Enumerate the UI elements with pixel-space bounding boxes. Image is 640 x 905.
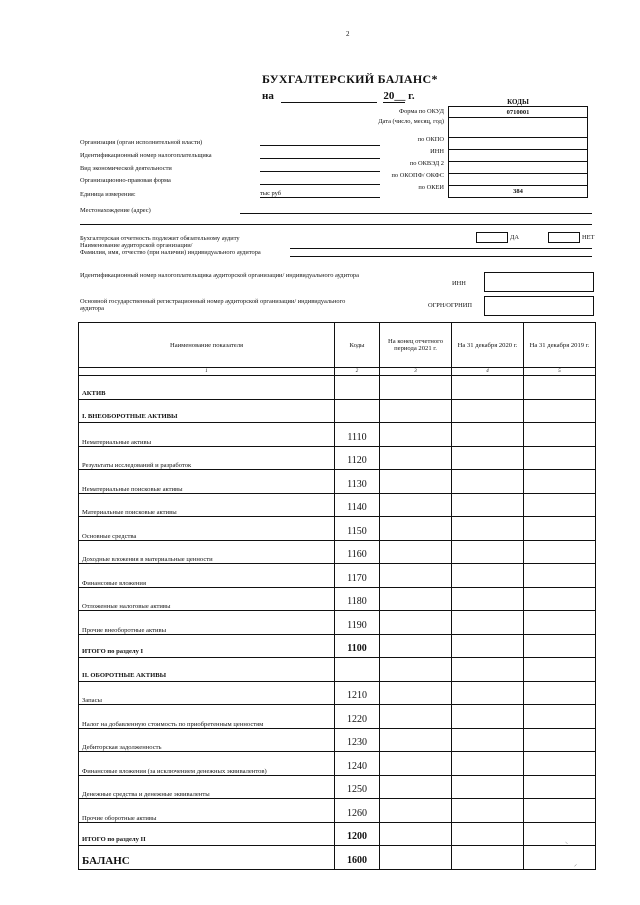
code-label-okei: по ОКЕИ bbox=[418, 184, 444, 191]
row-value-cell[interactable] bbox=[452, 705, 524, 729]
row-value-cell[interactable] bbox=[380, 611, 452, 635]
audit-no-label: НЕТ bbox=[582, 234, 595, 241]
row-name: Нематериальные поисковые активы bbox=[79, 470, 335, 494]
col-header-name: Наименование показателя bbox=[79, 323, 335, 368]
table-row bbox=[79, 752, 596, 776]
row-code: 1190 bbox=[335, 611, 380, 635]
row-value-cell[interactable] bbox=[380, 470, 452, 494]
row-value-cell[interactable] bbox=[524, 564, 596, 588]
row-value-cell[interactable] bbox=[524, 846, 596, 870]
row-value-cell[interactable] bbox=[380, 399, 452, 423]
row-code: 1240 bbox=[335, 752, 380, 776]
row-name: Материальные поисковые активы bbox=[79, 493, 335, 517]
row-value-cell[interactable] bbox=[524, 775, 596, 799]
table-row bbox=[79, 728, 596, 752]
row-name: Результаты исследований и разработок bbox=[79, 446, 335, 470]
col-number: 1 bbox=[79, 368, 335, 376]
col-number: 4 bbox=[452, 368, 524, 376]
row-value-cell[interactable] bbox=[524, 681, 596, 705]
col-number: 5 bbox=[524, 368, 596, 376]
row-name: Дебиторская задолженность bbox=[79, 728, 335, 752]
row-name: I. ВНЕОБОРОТНЫЕ АКТИВЫ bbox=[79, 399, 335, 423]
code-date[interactable] bbox=[448, 118, 588, 138]
row-name: АКТИВ bbox=[79, 376, 335, 400]
table-row bbox=[79, 681, 596, 705]
row-value-cell[interactable] bbox=[452, 446, 524, 470]
row-value-cell[interactable] bbox=[524, 611, 596, 635]
table-row bbox=[79, 540, 596, 564]
row-code: 1130 bbox=[335, 470, 380, 494]
row-value-cell[interactable] bbox=[452, 846, 524, 870]
table-row bbox=[79, 705, 596, 729]
row-value-cell[interactable] bbox=[452, 470, 524, 494]
row-code: 1160 bbox=[335, 540, 380, 564]
row-value-cell[interactable] bbox=[452, 587, 524, 611]
row-code: 1110 bbox=[335, 423, 380, 447]
row-value-cell[interactable] bbox=[524, 728, 596, 752]
table-row bbox=[79, 822, 596, 846]
col-number: 2 bbox=[335, 368, 380, 376]
row-value-cell[interactable] bbox=[452, 822, 524, 846]
date-year: 20__ bbox=[383, 90, 406, 102]
row-name: Прочие оборотные активы bbox=[79, 799, 335, 823]
date-suffix: г. bbox=[408, 90, 415, 102]
row-value-cell[interactable] bbox=[380, 564, 452, 588]
audit-org-label: Наименование аудиторской организации/ bbox=[80, 242, 193, 249]
col-header-code: Коды bbox=[335, 323, 380, 368]
table-body bbox=[79, 376, 596, 870]
row-value-cell[interactable] bbox=[380, 775, 452, 799]
code-label-date: Дата (число, месяц, год) bbox=[378, 118, 444, 125]
row-name: Доходные вложения в материальные ценности bbox=[79, 540, 335, 564]
row-code: 1200 bbox=[335, 822, 380, 846]
row-value-cell[interactable] bbox=[380, 705, 452, 729]
row-value-cell[interactable] bbox=[380, 423, 452, 447]
page-number: 2 bbox=[346, 30, 350, 38]
date-blank[interactable] bbox=[281, 92, 377, 103]
balance-table bbox=[78, 322, 596, 870]
org-label-inn: Идентификационный номер налогоплательщика bbox=[80, 152, 212, 159]
row-code: 1180 bbox=[335, 587, 380, 611]
row-value-cell[interactable] bbox=[380, 540, 452, 564]
row-code: 1600 bbox=[335, 846, 380, 870]
location-label: Местонахождение (адрес) bbox=[80, 207, 151, 214]
row-name: Денежные средства и денежные эквиваленты bbox=[79, 775, 335, 799]
row-name: Прочие внеоборотные активы bbox=[79, 611, 335, 635]
row-code: 1250 bbox=[335, 775, 380, 799]
row-value-cell[interactable] bbox=[524, 658, 596, 682]
date-line bbox=[262, 90, 415, 103]
document-title: БУХГАЛТЕРСКИЙ БАЛАНС* bbox=[262, 72, 438, 86]
table-row bbox=[79, 564, 596, 588]
code-label-okved: по ОКВЭД 2 bbox=[409, 160, 444, 167]
auditor-name-label: Фамилия, имя, отчество (при наличии) индивидуального аудитора bbox=[80, 249, 261, 256]
org-field-line[interactable] bbox=[260, 145, 380, 146]
org-field-line[interactable] bbox=[260, 171, 380, 172]
row-value-cell[interactable] bbox=[380, 658, 452, 682]
code-okpo[interactable] bbox=[448, 138, 588, 150]
code-inn[interactable] bbox=[448, 150, 588, 162]
audit-yes-checkbox[interactable] bbox=[476, 232, 508, 243]
table-row bbox=[79, 399, 596, 423]
row-code: 1220 bbox=[335, 705, 380, 729]
row-value-cell[interactable] bbox=[380, 517, 452, 541]
code-okud[interactable]: 0710001 bbox=[448, 106, 588, 118]
audit-yes-label: ДА bbox=[510, 234, 519, 241]
row-value-cell[interactable] bbox=[452, 752, 524, 776]
row-code bbox=[335, 399, 380, 423]
table-row bbox=[79, 611, 596, 635]
org-field-line[interactable] bbox=[260, 158, 380, 159]
table-row bbox=[79, 634, 596, 658]
location-line-2 bbox=[80, 224, 592, 225]
auditor-inn-input[interactable] bbox=[484, 272, 594, 292]
auditor-inn-label: Идентификационный номер налогоплательщика аудиторской организации/ индивидуального аудитора bbox=[80, 272, 359, 279]
row-value-cell[interactable] bbox=[524, 470, 596, 494]
auditor-ogrn-label: Основной государственный регистрационный номер аудиторской организации/ индивидуального аудитора bbox=[80, 298, 346, 312]
row-value-cell[interactable] bbox=[452, 376, 524, 400]
row-value-cell[interactable] bbox=[524, 423, 596, 447]
code-label-okpo: по ОКПО bbox=[417, 136, 444, 143]
code-label-inn: ИНН bbox=[430, 148, 444, 155]
table-row bbox=[79, 493, 596, 517]
row-value-cell[interactable] bbox=[524, 752, 596, 776]
row-value-cell[interactable] bbox=[452, 681, 524, 705]
row-name: II. ОБОРОТНЫЕ АКТИВЫ bbox=[79, 658, 335, 682]
row-value-cell[interactable] bbox=[452, 493, 524, 517]
row-code bbox=[335, 658, 380, 682]
table-row bbox=[79, 799, 596, 823]
row-name: Налог на добавленную стоимость по приобретенным ценностям bbox=[79, 705, 335, 729]
row-code: 1120 bbox=[335, 446, 380, 470]
row-value-cell[interactable] bbox=[524, 799, 596, 823]
row-value-cell[interactable] bbox=[524, 822, 596, 846]
table-row bbox=[79, 846, 596, 870]
audit-org-line[interactable] bbox=[290, 248, 592, 249]
row-value-cell[interactable] bbox=[452, 564, 524, 588]
row-code: 1260 bbox=[335, 799, 380, 823]
table-row bbox=[79, 658, 596, 682]
row-value-cell[interactable] bbox=[524, 634, 596, 658]
row-value-cell[interactable] bbox=[452, 611, 524, 635]
row-value-cell[interactable] bbox=[380, 728, 452, 752]
org-field-line[interactable] bbox=[260, 184, 380, 185]
table-row bbox=[79, 446, 596, 470]
unit-value: тыс руб bbox=[260, 190, 380, 198]
audit-required-label: Бухгалтерская отчетность подлежит обязательному аудиту bbox=[80, 235, 240, 242]
code-label-okopf: по ОКОПФ/ ОКФС bbox=[391, 172, 444, 179]
table-header-row bbox=[79, 323, 596, 368]
row-value-cell[interactable] bbox=[380, 587, 452, 611]
row-value-cell[interactable] bbox=[380, 799, 452, 823]
row-value-cell[interactable] bbox=[452, 728, 524, 752]
scan-mark: ⸝ bbox=[574, 862, 578, 868]
date-prefix: на bbox=[262, 90, 274, 102]
table-row bbox=[79, 517, 596, 541]
table-row bbox=[79, 775, 596, 799]
org-label-legal-form: Организационно-правовая форма bbox=[80, 177, 171, 184]
row-value-cell[interactable] bbox=[380, 822, 452, 846]
row-value-cell[interactable] bbox=[380, 846, 452, 870]
code-label-okud: Форма по ОКУД bbox=[399, 108, 444, 115]
row-code bbox=[335, 376, 380, 400]
code-okei[interactable]: 384 bbox=[448, 186, 588, 198]
row-name: Запасы bbox=[79, 681, 335, 705]
row-value-cell[interactable] bbox=[452, 658, 524, 682]
auditor-ogrn-code-label: ОГРН/ОГРНИП bbox=[428, 302, 472, 309]
row-name: БАЛАНС bbox=[79, 846, 335, 870]
row-value-cell[interactable] bbox=[452, 423, 524, 447]
org-label-activity: Вид экономической деятельности bbox=[80, 165, 172, 172]
row-value-cell[interactable] bbox=[380, 681, 452, 705]
row-value-cell[interactable] bbox=[452, 399, 524, 423]
row-code: 1140 bbox=[335, 493, 380, 517]
audit-no-checkbox[interactable] bbox=[548, 232, 580, 243]
col-header-2020: На 31 декабря 2020 г. bbox=[452, 323, 524, 368]
row-value-cell[interactable] bbox=[452, 634, 524, 658]
row-code: 1100 bbox=[335, 634, 380, 658]
row-value-cell[interactable] bbox=[524, 493, 596, 517]
row-value-cell[interactable] bbox=[524, 587, 596, 611]
row-value-cell[interactable] bbox=[380, 376, 452, 400]
row-value-cell[interactable] bbox=[452, 517, 524, 541]
col-header-2021: На конец отчетного периода 2021 г. bbox=[380, 323, 452, 368]
row-name: ИТОГО по разделу II bbox=[79, 822, 335, 846]
codes-header: КОДЫ bbox=[507, 98, 529, 106]
table-row bbox=[79, 376, 596, 400]
auditor-ogrn-input[interactable] bbox=[484, 296, 594, 316]
row-value-cell[interactable] bbox=[524, 540, 596, 564]
row-value-cell[interactable] bbox=[452, 799, 524, 823]
row-value-cell[interactable] bbox=[380, 446, 452, 470]
row-code: 1230 bbox=[335, 728, 380, 752]
code-okopf[interactable] bbox=[448, 174, 588, 186]
table-row bbox=[79, 470, 596, 494]
codes-box bbox=[448, 106, 588, 198]
scan-mark: ⸌ bbox=[565, 842, 569, 848]
row-code: 1170 bbox=[335, 564, 380, 588]
row-value-cell[interactable] bbox=[452, 775, 524, 799]
auditor-inn-code-label: ИНН bbox=[452, 280, 466, 287]
row-value-cell[interactable] bbox=[380, 493, 452, 517]
col-number-row bbox=[79, 368, 596, 376]
row-value-cell[interactable] bbox=[524, 399, 596, 423]
row-name: Отложенные налоговые активы bbox=[79, 587, 335, 611]
row-value-cell[interactable] bbox=[380, 752, 452, 776]
row-value-cell[interactable] bbox=[452, 540, 524, 564]
row-name: Нематериальные активы bbox=[79, 423, 335, 447]
table-row bbox=[79, 587, 596, 611]
row-name: Финансовые вложения bbox=[79, 564, 335, 588]
row-name: Основные средства bbox=[79, 517, 335, 541]
row-name: Финансовые вложения (за исключением денежных эквивалентов) bbox=[79, 752, 335, 776]
row-code: 1210 bbox=[335, 681, 380, 705]
col-header-2019: На 31 декабря 2019 г. bbox=[524, 323, 596, 368]
row-value-cell[interactable] bbox=[524, 446, 596, 470]
row-value-cell[interactable] bbox=[380, 634, 452, 658]
row-value-cell[interactable] bbox=[524, 376, 596, 400]
row-code: 1150 bbox=[335, 517, 380, 541]
org-label-organization: Организация (орган исполнительной власти) bbox=[80, 139, 203, 146]
org-label-unit: Единица измерения: bbox=[80, 191, 136, 198]
location-line[interactable] bbox=[240, 213, 592, 214]
row-value-cell[interactable] bbox=[524, 517, 596, 541]
code-okved[interactable] bbox=[448, 162, 588, 174]
auditor-name-line[interactable] bbox=[290, 256, 592, 257]
row-value-cell[interactable] bbox=[524, 705, 596, 729]
row-name: ИТОГО по разделу I bbox=[79, 634, 335, 658]
col-number: 3 bbox=[380, 368, 452, 376]
table-row bbox=[79, 423, 596, 447]
